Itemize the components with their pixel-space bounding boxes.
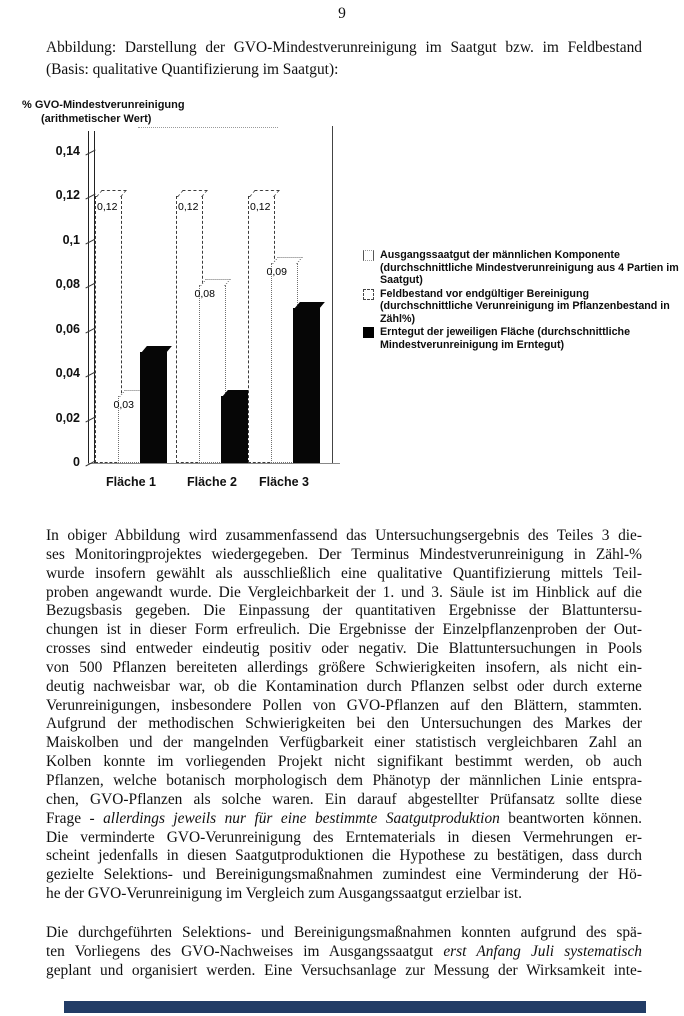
body-text-line: Die durchgeführten Selektions- und Bereinigungsmaßnahmen konnten aufgrund des spä- [46,924,642,941]
y-tick-label: 0,1 [62,232,80,247]
chart-legend [363,249,683,352]
y-tick-label: 0,12 [55,188,80,203]
body-text-line: deutig nachweisbar war, ob die Kontamination durch Pflanzen selbst oder durch externe [46,677,642,695]
body-text-line: von 500 Pflanzen bereiteten allerdings größere Schwierigkeiten insofern, als nicht ein- [46,658,642,676]
legend-label: Ausgangssaatgut der männlichen Komponente (durchschnittliche Mindestverunreinigung aus 4 Partien im Saatgut) [380,249,679,286]
bar-value-label: 0,09 [266,266,287,279]
bar-top-face [272,257,303,264]
body-text-line: Maiskolben und der mangelnden Verfügbarkeit einer statistisch vergleichbaren Zahl an [46,734,642,752]
legend-swatch-white-dotted-icon [363,289,374,300]
body-text-line: ten Vorliegens des GVO-Nachweises im Ausgangssaatgut erst Anfang Juli systematisch [46,942,643,960]
y-tick-label: 0,04 [55,366,80,381]
legend-label: Feldbestand vor endgültiger Bereinigung (durchschnittliche Verunreinigung im Pflanzenbestand in Zähl%) [380,287,670,325]
body-paragraph-2 [46,924,642,981]
bar-fläche-2-series-3 [221,396,248,463]
page-number: 9 [338,5,346,22]
chart-top-dotted-line [138,127,278,128]
body-text-line: geplant und organisiert werden. Eine Versuchsanlage zur Messung der Wirksamkeit inte- [46,961,642,979]
bar-top-face [96,190,127,197]
body-text-line: crosses sind entweder eindeutig positiv oder negativ. Die Blattuntersuchungen in Pools [46,640,642,658]
body-text-line: Bezugsbasis gegeben. Die Einpassung der quantitativen Ergebnisse der Blattuntersu- [46,602,642,620]
bar-top-face [177,190,208,197]
bar-top-face [294,302,325,309]
bar-chart [20,98,368,518]
legend-item [363,326,683,351]
legend-swatch-black-icon [363,327,374,338]
body-text-line: he der GVO-Verunreinigung im Vergleich zum Ausgangssaatgut erzielbar ist. [46,885,522,903]
body-text-line: chungen ist in dieser Form erfreulich. Die Ergebnisse der Einzelpflanzenproben der Out- [46,621,642,639]
bar-top-face [200,279,231,286]
body-text-line: chen, GVO-Pflanzen als solche waren. Ein darauf abgestellter Prüfansatz sollte diese [46,790,642,808]
chart-right-frame-line [332,126,333,463]
legend-item [363,288,683,326]
y-tick-label: 0 [73,455,80,469]
bar-value-label: 0,12 [250,201,271,214]
body-text-line: ses Monitoringprojektes wiedergegeben. Der Terminus Mindestverunreinigung in Zähl-% [46,545,642,563]
category-label: Fläche 3 [258,475,310,489]
y-axis [88,131,95,463]
bar-fläche-1-series-3 [140,352,167,463]
body-text-line: Pflanzen, welche botanisch morphologisch dem Phänotyp der männlichen Linie entspra- [46,771,642,789]
body-text-line: In obiger Abbildung wird zusammenfassend das Untersuchungsergebnis des Teiles 3 die- [46,527,642,544]
body-text-line: Verunreinigungen, insbesondere Pollen von GVO-Pflanzen auf den Blättern, stammten. [46,696,642,714]
bar-value-label: 0,08 [194,288,215,301]
bar-top-face [141,346,172,353]
category-label: Fläche 1 [105,475,157,489]
body-text-line: proben angewandt wurde. Die Vergleichbarkeit der 1. und 3. Säule ist im Hinblick auf die [46,583,642,601]
y-tick-label: 0,02 [55,410,80,425]
bar-fläche-3-series-3 [293,308,320,464]
scan-edge-bar [64,1001,646,1013]
legend-swatch-white-dashdot-icon [363,250,374,261]
x-axis-baseline [88,463,340,464]
figure-caption [46,37,642,80]
y-tick-label: 0,14 [55,144,80,158]
body-text-line: Aufgrund der methodischen Schwierigkeiten bei den Untersuchungen des Markes der [46,715,642,733]
legend-label: Erntegut der jeweiligen Fläche (durchschnittliche Mindestverunreinigung im Erntegut) [380,326,631,351]
figure-caption-line-1: Abbildung: Darstellung der GVO-Mindestverunreinigung im Saatgut bzw. im Feldbestand [46,39,642,56]
y-axis-title: % GVO-Mindestverunreinigung [22,99,185,111]
category-label: Fläche 2 [186,475,238,489]
legend-item [363,249,683,287]
body-text-line: gezielte Selektions- und Bereinigungsmaßnahmen zumindest eine Verminderung der Hö- [46,866,642,884]
body-text-line: Frage - allerdings jeweils nur für eine bestimmte Saatgutproduktion beantworten können. [46,809,642,827]
body-text-line: Die verminderte GVO-Verunreinigung des Erntematerials in diesen Vermehrungen er- [46,828,642,846]
body-paragraph-1 [46,527,642,904]
bar-value-label: 0,03 [113,399,134,412]
bar-top-face [249,190,280,197]
y-tick-label: 0,08 [55,277,80,292]
body-text-line: scheint jedenfalls in diesen Saatgutproduktionen die Hypothese zu bestätigen, dass durch [46,847,642,865]
body-text-line: wurde insofern gewählt als ausschließlich eine qualitative Quantifizierung mittels Teil- [46,564,642,582]
y-axis-subtitle: (arithmetischer Wert) [41,113,152,125]
figure-caption-line-2: (Basis: qualitative Quantifizierung im Saatgut): [46,60,339,78]
bar-value-label: 0,12 [97,201,118,214]
bar-value-label: 0,12 [178,201,199,214]
y-tick-label: 0,06 [55,321,80,336]
body-text-line: Kolben konnte im vorliegenden Projekt nicht signifikant bestimmt werden, ob auch [46,753,642,771]
